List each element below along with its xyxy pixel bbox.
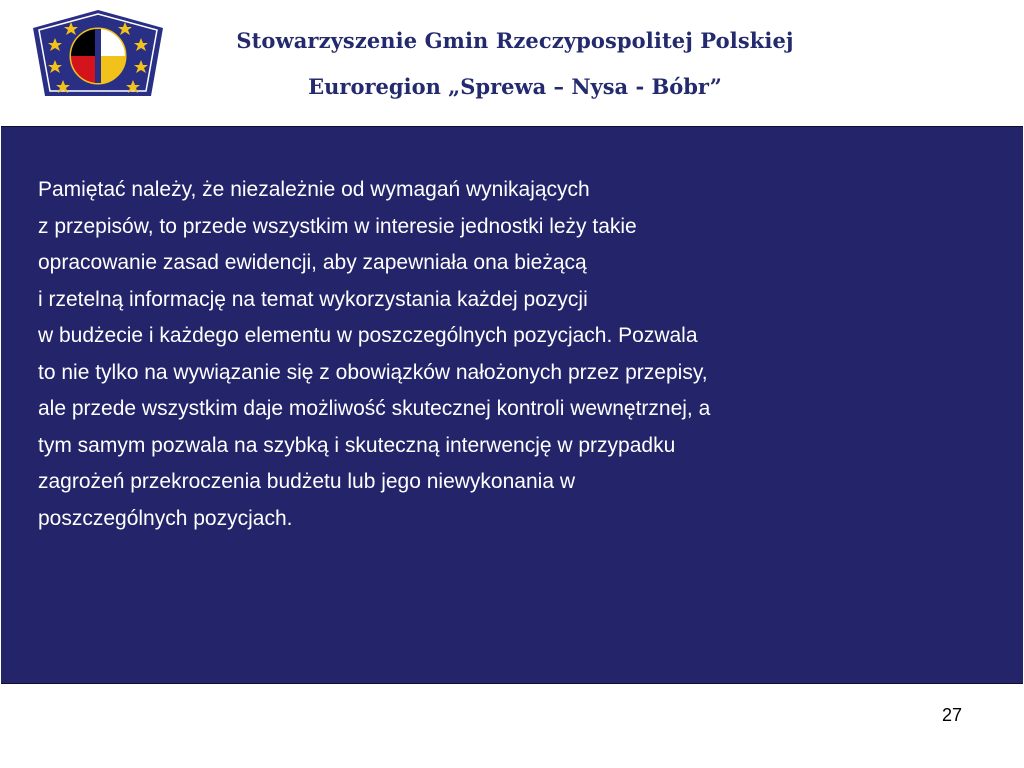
euroregion-logo-icon [33,10,163,98]
organization-title: Stowarzyszenie Gmin Rzeczypospolitej Polskiej [236,28,794,53]
body-line: opracowanie zasad ewidencji, aby zapewniała ona bieżącą [38,251,587,274]
body-line: z przepisów, to przede wszystkim w interesie jednostki leży takie [38,214,637,238]
body-line: zagrożeń przekroczenia budżetu lub jego niewykonania w [38,470,575,493]
body-line: Pamiętać należy, że niezależnie od wymagań wynikających [38,178,590,201]
body-line: ale przede wszystkim daje możliwość skutecznej kontroli wewnętrznej, a [38,397,711,420]
body-line: i rzetelną informację na temat wykorzystania każdej pozycji [38,287,588,311]
body-line: tym samym pozwala na szybką i skuteczną interwencję w przypadku [38,433,676,457]
body-line: poszczególnych pozycjach. [38,506,293,530]
euroregion-title: Euroregion „Sprewa – Nysa - Bóbr” [308,74,722,99]
body-line: w budżecie i każdego elementu w poszczególnych pozycjach. Pozwala [38,324,698,347]
slide-header [0,0,1024,126]
body-line: to nie tylko na wywiązanie się z obowiązków nałożonych przez przepisy, [38,360,708,384]
page-number: 27 [941,705,962,725]
body-paragraph [38,172,978,537]
